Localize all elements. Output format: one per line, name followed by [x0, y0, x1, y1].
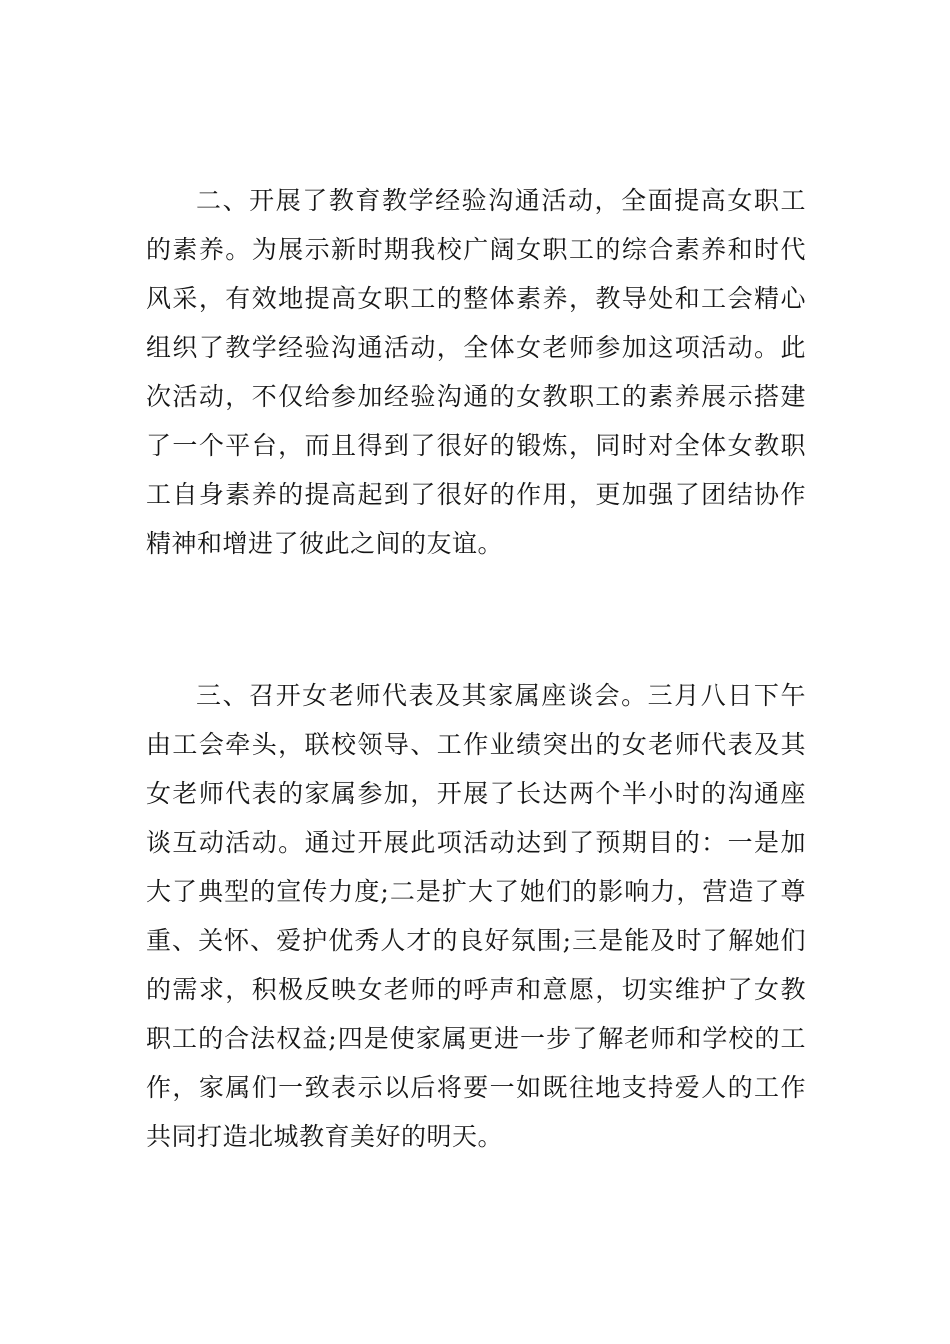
paragraph-teaching-exchange: 二、开展了教育教学经验沟通活动，全面提高女职工的素养。为展示新时期我校广阔女职工的综合素养和时代风采，有效地提高女职工的整体素养，教导处和工会精心组织了教学经验沟通活动，全体女老师参加这项活动。此次活动，不仅给参加经验沟通的女教职工的素养展示搭建了一个平台，而且得到了很好的锻炼，同时对全体女教职工自身素养的提高起到了很好的作用，更加强了团结协作精神和增进了彼此之间的友谊。 — [146, 186, 806, 558]
paragraph-family-symposium: 三、召开女老师代表及其家属座谈会。三月八日下午由工会牵头，联校领导、工作业绩突出的女老师代表及其女老师代表的家属参加，开展了长达两个半小时的沟通座谈互动活动。通过开展此项活动达到了预期目的：一是加大了典型的宣传力度;二是扩大了她们的影响力，营造了尊重、关怀、爱护优秀人才的良好氛围;三是能及时了解她们的需求，积极反映女老师的呼声和意愿，切实维护了女教职工的合法权益;四是使家属更进一步了解老师和学校的工作，家属们一致表示以后将要一如既往地支持爱人的工作共同打造北城教育美好的明天。 — [146, 681, 806, 1151]
